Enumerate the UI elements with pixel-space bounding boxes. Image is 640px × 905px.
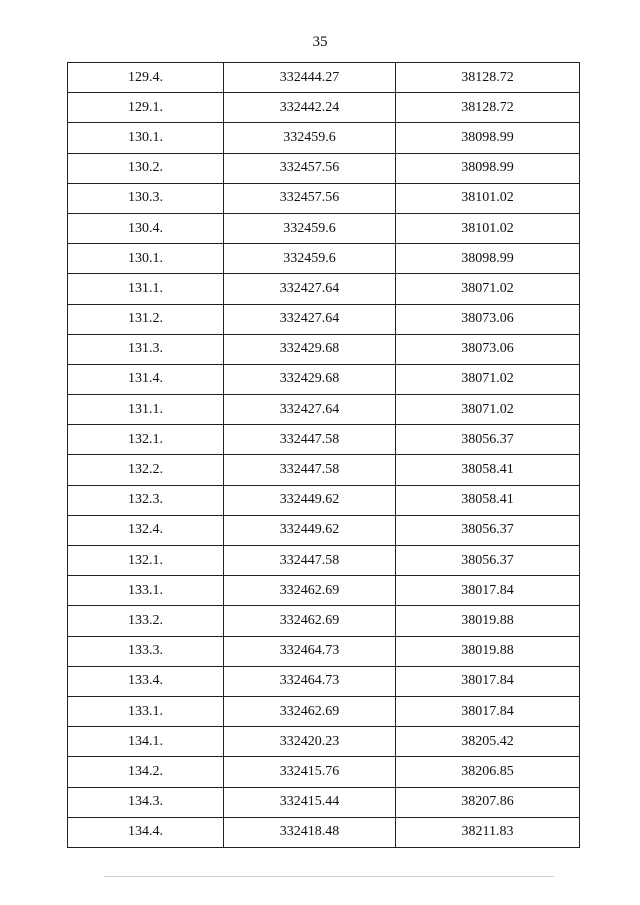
table-row [68, 395, 580, 425]
point-number-cell: 130.1. [68, 244, 224, 274]
point-number-cell: 132.1. [68, 546, 224, 576]
point-number-cell: 133.2. [68, 606, 224, 636]
x-coordinate-cell: 332427.64 [224, 304, 396, 334]
y-coordinate-cell: 38101.02 [396, 213, 580, 243]
point-number-cell: 132.2. [68, 455, 224, 485]
y-coordinate-cell: 38071.02 [396, 395, 580, 425]
x-coordinate-cell: 332447.58 [224, 455, 396, 485]
x-coordinate-cell: 332462.69 [224, 576, 396, 606]
y-coordinate-cell: 38098.99 [396, 153, 580, 183]
x-coordinate-cell: 332462.69 [224, 696, 396, 726]
table-row [68, 153, 580, 183]
coordinates-table [67, 62, 580, 848]
y-coordinate-cell: 38205.42 [396, 727, 580, 757]
table-row [68, 123, 580, 153]
x-coordinate-cell: 332462.69 [224, 606, 396, 636]
point-number-cell: 132.3. [68, 485, 224, 515]
point-number-cell: 129.4. [68, 63, 224, 93]
x-coordinate-cell: 332429.68 [224, 334, 396, 364]
y-coordinate-cell: 38017.84 [396, 576, 580, 606]
x-coordinate-cell: 332442.24 [224, 93, 396, 123]
x-coordinate-cell: 332464.73 [224, 636, 396, 666]
table-row [68, 455, 580, 485]
y-coordinate-cell: 38207.86 [396, 787, 580, 817]
table-row [68, 244, 580, 274]
point-number-cell: 132.1. [68, 425, 224, 455]
y-coordinate-cell: 38098.99 [396, 123, 580, 153]
table-row [68, 636, 580, 666]
x-coordinate-cell: 332457.56 [224, 153, 396, 183]
y-coordinate-cell: 38098.99 [396, 244, 580, 274]
y-coordinate-cell: 38017.84 [396, 666, 580, 696]
x-coordinate-cell: 332427.64 [224, 395, 396, 425]
point-number-cell: 132.4. [68, 515, 224, 545]
point-number-cell: 130.1. [68, 123, 224, 153]
table-row [68, 606, 580, 636]
table-row [68, 696, 580, 726]
x-coordinate-cell: 332420.23 [224, 727, 396, 757]
y-coordinate-cell: 38019.88 [396, 606, 580, 636]
point-number-cell: 133.4. [68, 666, 224, 696]
table-row [68, 666, 580, 696]
point-number-cell: 134.4. [68, 817, 224, 847]
table-row [68, 515, 580, 545]
x-coordinate-cell: 332427.64 [224, 274, 396, 304]
table-row [68, 364, 580, 394]
x-coordinate-cell: 332415.44 [224, 787, 396, 817]
point-number-cell: 130.3. [68, 183, 224, 213]
y-coordinate-cell: 38073.06 [396, 334, 580, 364]
y-coordinate-cell: 38019.88 [396, 636, 580, 666]
y-coordinate-cell: 38128.72 [396, 93, 580, 123]
table-row [68, 213, 580, 243]
point-number-cell: 133.1. [68, 696, 224, 726]
table-row [68, 63, 580, 93]
point-number-cell: 134.3. [68, 787, 224, 817]
y-coordinate-cell: 38056.37 [396, 515, 580, 545]
y-coordinate-cell: 38058.41 [396, 455, 580, 485]
y-coordinate-cell: 38058.41 [396, 485, 580, 515]
x-coordinate-cell: 332459.6 [224, 244, 396, 274]
x-coordinate-cell: 332447.58 [224, 425, 396, 455]
point-number-cell: 131.1. [68, 395, 224, 425]
table-row [68, 334, 580, 364]
point-number-cell: 130.4. [68, 213, 224, 243]
table-row [68, 727, 580, 757]
table-row [68, 576, 580, 606]
point-number-cell: 134.2. [68, 757, 224, 787]
point-number-cell: 130.2. [68, 153, 224, 183]
y-coordinate-cell: 38206.85 [396, 757, 580, 787]
table-row [68, 304, 580, 334]
coordinates-table-body [68, 63, 580, 848]
table-row [68, 787, 580, 817]
table-row [68, 757, 580, 787]
x-coordinate-cell: 332449.62 [224, 515, 396, 545]
table-row [68, 93, 580, 123]
point-number-cell: 133.1. [68, 576, 224, 606]
bottom-divider [104, 876, 554, 877]
y-coordinate-cell: 38128.72 [396, 63, 580, 93]
point-number-cell: 131.4. [68, 364, 224, 394]
y-coordinate-cell: 38017.84 [396, 696, 580, 726]
table-row [68, 546, 580, 576]
point-number-cell: 133.3. [68, 636, 224, 666]
y-coordinate-cell: 38101.02 [396, 183, 580, 213]
point-number-cell: 129.1. [68, 93, 224, 123]
x-coordinate-cell: 332464.73 [224, 666, 396, 696]
x-coordinate-cell: 332459.6 [224, 123, 396, 153]
table-row [68, 817, 580, 847]
y-coordinate-cell: 38073.06 [396, 304, 580, 334]
x-coordinate-cell: 332449.62 [224, 485, 396, 515]
table-row [68, 425, 580, 455]
x-coordinate-cell: 332447.58 [224, 546, 396, 576]
x-coordinate-cell: 332429.68 [224, 364, 396, 394]
x-coordinate-cell: 332444.27 [224, 63, 396, 93]
y-coordinate-cell: 38211.83 [396, 817, 580, 847]
table-row [68, 183, 580, 213]
y-coordinate-cell: 38056.37 [396, 425, 580, 455]
point-number-cell: 131.1. [68, 274, 224, 304]
page-number: 35 [312, 34, 328, 50]
table-row [68, 274, 580, 304]
x-coordinate-cell: 332459.6 [224, 213, 396, 243]
point-number-cell: 131.3. [68, 334, 224, 364]
x-coordinate-cell: 332418.48 [224, 817, 396, 847]
point-number-cell: 131.2. [68, 304, 224, 334]
y-coordinate-cell: 38056.37 [396, 546, 580, 576]
x-coordinate-cell: 332457.56 [224, 183, 396, 213]
y-coordinate-cell: 38071.02 [396, 364, 580, 394]
y-coordinate-cell: 38071.02 [396, 274, 580, 304]
x-coordinate-cell: 332415.76 [224, 757, 396, 787]
table-row [68, 485, 580, 515]
point-number-cell: 134.1. [68, 727, 224, 757]
